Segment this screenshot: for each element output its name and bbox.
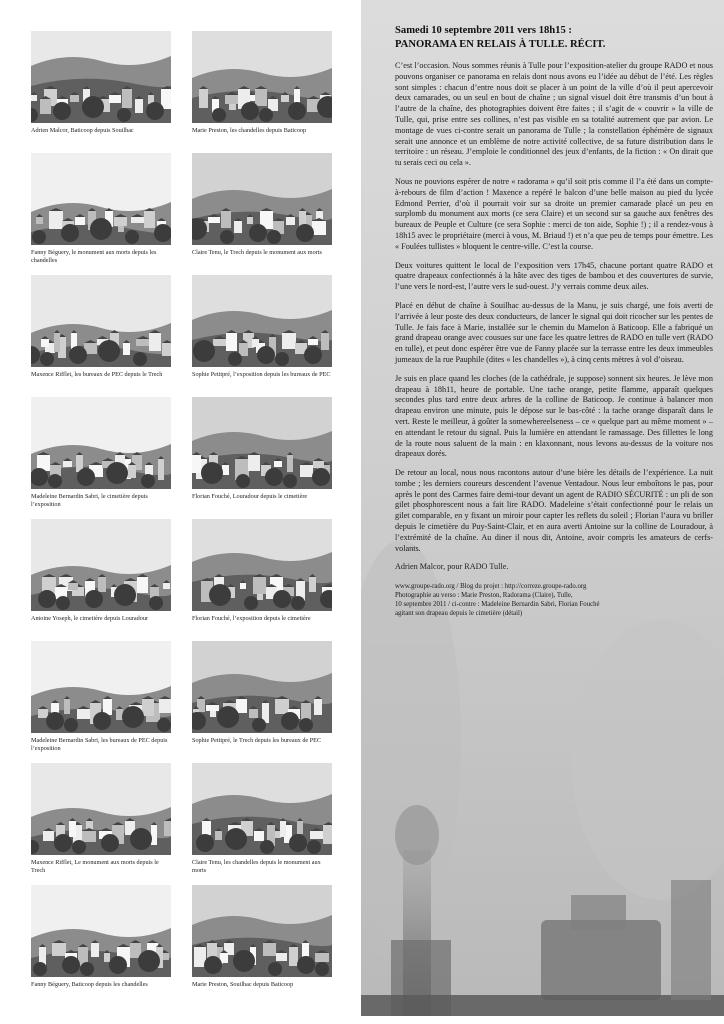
photo-item	[192, 885, 332, 989]
photo-image	[31, 397, 171, 489]
photo-caption: Sophie Petitpré, le Trech depuis les bureaux de PEC	[192, 737, 322, 744]
article	[395, 24, 713, 618]
photo-image	[192, 153, 332, 245]
photo-grid	[31, 31, 333, 1006]
article-paragraph: Nous ne pouvions espérer de notre « radorama » qu’il soit pris comme il l’a été dans un compte-à-rebours de film d’action ! Maxence a repéré le balcon d’une belle maison au pied du lycée Edmond Perrier, d’où il pourrait voir sur sa droite un premier camarade placé un peu en surplomb du monument aux morts (ce sera Claire) et un second sur sa gauche aux fenêtres des bureaux de Peuple et Culture (ce sera Sophie : merci de ton aide, Sophie !) ; il a rendez-vous à 18h15 avec le propriétaire (merci à vous, M. Briaud !) et n’a que peu de temps pour émettre. Les « Foulées tullistes » bloquent le centre-ville. C’est la course.	[395, 176, 713, 251]
photo-image	[31, 885, 171, 977]
photo-image	[31, 31, 171, 123]
article-paragraph: Deux voitures quittent le local de l’exposition vers 17h45, chacune portant quatre RADO et quatre drapeaux confectionnés à la hâte avec des tiges de bambou et des couvertures de survie, l’une vers le nord-est, l’autre vers le sud-ouest. J’y verrais comme deux ailes.	[395, 260, 713, 292]
photo-image	[192, 31, 332, 123]
photo-item	[31, 641, 171, 753]
photo-item	[192, 275, 332, 379]
credit-line: 10 septembre 2011 / ci-contre : Madeleine Bernardin Sabri, Florian Fouché	[395, 600, 600, 608]
photo-image	[192, 885, 332, 977]
photo-caption: Antoine Yoseph, le cimetière depuis Louradour	[31, 615, 149, 622]
photo-item	[192, 397, 332, 501]
photo-caption: Madeleine Bernardin Sabri, les bureaux de PEC depuis l’exposition	[31, 737, 168, 752]
credit-line: agitant son drapeau depuis le cimetière (détail)	[395, 609, 523, 617]
photo-caption: Madeleine Bernardin Sabri, le cimetière depuis l’exposition	[31, 493, 148, 508]
article-paragraph: Je suis en place quand les cloches (de la cathédrale, je suppose) sonnent six heures. Je lève mon drapeau à 18h11, heure de portable. Une tache orange, petite flamme, apparaît quelques secondes plus tard entre deux arbres de la colline de Baticoop. Je continue à balancer mon drapeau environ une minute, puis le dépose sur le bas-côté : la tache orange disparaît dans le vert. Reste le meilleur, à goûter la somewhereelseness – ce « quelque part au même moment » – en attendant le retour du signal. Puis la lumière en attendant le ramassage. Des fillettes le long de la route nous saluent de la main : en klaxonnant, nous levons au-dessus de la voiture nos drapeaux dorés.	[395, 373, 713, 459]
photo-image	[31, 641, 171, 733]
photo-image	[31, 275, 171, 367]
photo-panel	[0, 0, 360, 1024]
photo-caption: Marie Preston, les chandelles depuis Baticoop	[192, 127, 307, 134]
article-paragraph: Placé en début de chaîne à Souilhac au-dessus de la Manu, je suis chargé, une fois averti de l’arrivée à leur poste des deux conducteurs, de lancer le signal qui doit ricocher sur les pentes de Tulle. Je fais face à Marie, installée sur le chemin du Mamelon à Baticoop. Elle a fabriqué un grand drapeau orange avec cousues sur une face les quatre lettres de RADO en tulle vert (RADO en tulle), et peut donc espérer être vue de Fanny placée sur la terrasse entre les deux immeubles jumeaux de la rue Pauphile (dites « les chandelles »), à cinq cents mètres à vol d’oiseau.	[395, 300, 713, 364]
article-paragraph: C’est l’occasion. Nous sommes réunis à Tulle pour l’exposition-atelier du groupe RADO et nous pouvons organiser ce panorama en relais dont nous avons eu l’idée au début de l’été. Les règles sont simples : chacun d’entre nous doit se placer à un point de la ville d’où il peut apercevoir deux camarades, ou un seul en bout de chaîne ; un signal visuel doit être transmis d’un bout à l’autre de la chaîne, des photographies doivent être faites ; il s’agit de « couvrir » la ville de Tulle, qui, prise entre ses collines, n’est pas visible en sa totalité autrement que par avion. Le montage de vues ci-contre serait un panorama de Tulle ; la constellation éphémère de signaux serait une annonce et un emblème de notre activité collective, de sa future distribution dans le territoire : un réseau. J’emploie le conditionnel des jeux d’enfants, de la fiction : « On dirait que tu serais ceci ou cela ».	[395, 61, 713, 168]
photo-item	[31, 275, 171, 379]
article-paragraph: De retour au local, nous nous racontons autour d’une bière les détails de l’expérience. La nuit tombe ; les derniers coureurs descendent l’avenue Ventadour. Nous leur emboîtons le pas, pour après le pont des Carmes faire demi-tour devant un agent de RADIO SÉCURITÉ : un pli de son gilet phosphorescent nous a fait lire RADO. Madeleine s’était confectionné pour le relais un gilet comparable, en y fixant un miroir pour capter les reflets du soleil ; Florian l’aura vu briller depuis le cimetière du Puy-Saint-Clair, et en aura averti Antoine sur la colline de Louradour, à l’extrémité de la chaîne. Au diner il nous dit, Antoine, avoir compris les amateurs de cerfs-volants.	[395, 468, 713, 553]
photo-caption: Claire Tenu, le Trech depuis le monument aux morts	[192, 249, 322, 256]
photo-caption: Marie Preston, Souilhac depuis Baticoop	[192, 981, 294, 988]
photo-item	[31, 885, 171, 989]
photo-caption: Adrien Malcor, Baticoop depuis Souilhac	[31, 127, 134, 134]
photo-image	[192, 397, 332, 489]
photo-item	[31, 763, 171, 875]
photo-image	[192, 763, 332, 855]
photo-item	[31, 519, 171, 623]
photo-item	[192, 519, 332, 623]
photo-caption: Sophie Petitpré, l’exposition depuis les bureaux de PEC	[192, 371, 331, 378]
photo-item	[31, 31, 171, 135]
photo-caption: Florian Fouché, l’exposition depuis le cimetière	[192, 615, 311, 622]
photo-image	[192, 641, 332, 733]
photo-image	[192, 519, 332, 611]
photo-item	[31, 153, 171, 265]
photo-caption: Florian Fouché, Louradour depuis le cimetière	[192, 493, 308, 500]
photo-image	[31, 519, 171, 611]
article-body	[395, 61, 713, 554]
credit-line: Photographie au verso : Marie Preston, Radorama (Claire), Tulle,	[395, 592, 573, 600]
photo-caption: Claire Tenu, les chandelles depuis le monument aux morts	[192, 859, 321, 874]
photo-item	[31, 397, 171, 509]
photo-item	[192, 153, 332, 257]
photo-image	[31, 763, 171, 855]
photo-caption: Maxence Rifflet, Le monument aux morts depuis le Trech	[31, 859, 159, 874]
title-line-1: Samedi 10 septembre 2011 vers 18h15 :	[395, 25, 572, 36]
photo-caption: Fanny Béguery, le monument aux morts depuis les chandelles	[31, 249, 157, 264]
credits	[395, 583, 713, 618]
photo-image	[192, 275, 332, 367]
photo-caption: Fanny Béguery, Baticoop depuis les chandelles	[31, 981, 148, 988]
photo-image	[31, 153, 171, 245]
signature: Adrien Malcor, pour RADO Tulle.	[395, 562, 509, 572]
article-title	[395, 24, 713, 52]
photo-caption: Maxence Rifflet, les bureaux de PEC depuis le Trech	[31, 371, 163, 378]
photo-item	[192, 31, 332, 135]
photo-item	[192, 641, 332, 745]
credit-line: www.groupe-rado.org / Blog du projet : http://correze.groupe-rado.org	[395, 583, 587, 591]
photo-item	[192, 763, 332, 875]
title-line-2: PANORAMA EN RELAIS À TULLE. RÉCIT.	[395, 39, 606, 50]
text-panel	[361, 0, 724, 1016]
